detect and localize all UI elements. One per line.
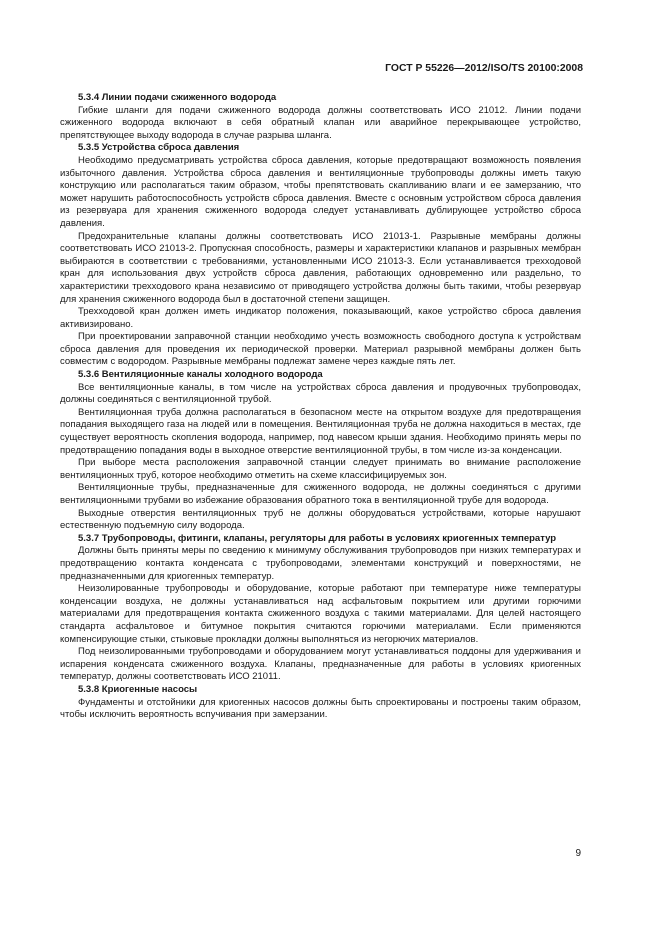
paragraph: При выборе места расположения заправочной станции следует принимать во внимание расположение вентиляционных труб, которое необходимо отметить на схеме классифицируемых зон. bbox=[60, 457, 581, 481]
paragraph: Под неизолированными трубопроводами и оборудованием могут устанавливаться поддоны для удерживания и испарения конденсата сжиженного воздуха. Клапаны, предназначенные для работы в условиях криогенных температур, должны соответствовать ИСО 21011. bbox=[60, 646, 581, 683]
section-5-3-6 bbox=[60, 369, 581, 533]
paragraph: Предохранительные клапаны должны соответствовать ИСО 21013-1. Разрывные мембраны должны соответствовать ИСО 21013-2. Пропускная способность, размеры и характеристики клапанов и разрывных мембран выбираются в соответствии с требованиями, установленными ИСО 21013-3. Если устанавливается трехходовой кран для использования двух устройств сброса давления, работающих одновременно или раздельно, то характеристики трехходового крана независимо от приводящего устройства должны быть такими, чтобы резервуар для хранения сжиженного водорода был в достаточной степени защищен. bbox=[60, 230, 581, 305]
paragraph: Должны быть приняты меры по сведению к минимуму обслуживания трубопроводов при низких температурах и предотвращению контакта конденсата с трубопроводами, элементами конструкций и поверхностями, не предназначенными для криогенных температур. bbox=[60, 545, 581, 582]
section-heading: 5.3.4 Линии подачи сжиженного водорода bbox=[78, 92, 277, 103]
section-heading: 5.3.5 Устройства сброса давления bbox=[78, 142, 240, 154]
section-5-3-4 bbox=[60, 92, 581, 142]
paragraph: Фундаменты и отстойники для криогенных насосов должны быть спроектированы и построены таким образом, чтобы исключить вероятность вспучивания при замерзании. bbox=[60, 696, 581, 721]
section-5-3-7 bbox=[60, 533, 581, 684]
section-5-3-5 bbox=[60, 142, 581, 369]
document-body bbox=[60, 92, 581, 722]
paragraph: Трехходовой кран должен иметь индикатор положения, показывающий, какое устройство сброса давления активизировано. bbox=[60, 306, 581, 330]
section-5-3-8 bbox=[60, 684, 581, 722]
section-heading: 5.3.6 Вентиляционные каналы холодного водорода bbox=[78, 369, 323, 381]
page-number: 9 bbox=[575, 848, 581, 859]
paragraph: Все вентиляционные каналы, в том числе на устройствах сброса давления и продувочных трубопроводах, должны соединяться с вентиляционной трубой. bbox=[60, 381, 581, 406]
paragraph: Выходные отверстия вентиляционных труб не должны оборудоваться устройствами, которые нарушают естественную подъемную силу водорода. bbox=[60, 507, 581, 532]
section-heading: 5.3.8 Криогенные насосы bbox=[78, 683, 198, 695]
document-header: ГОСТ Р 55226—2012/ISO/TS 20100:2008 bbox=[385, 63, 583, 74]
paragraph: Гибкие шланги для подачи сжиженного водорода должны соответствовать ИСО 21012. Линии подачи сжиженного водорода включают в себя обратный клапан или аварийное перекрывающее устройство, препятствующее выходу водорода в случае разрыва шланга. bbox=[60, 104, 581, 141]
section-heading: 5.3.7 Трубопроводы, фитинги, клапаны, регуляторы для работы в условиях криогенных температур bbox=[78, 532, 557, 544]
paragraph: Необходимо предусматривать устройства сброса давления, которые предотвращают возможность появления избыточного давления. Устройства сброса давления и вентиляционные трубопроводы должны иметь такую конструкцию или располагаться таким образом, чтобы препятствовать скапливанию влаги и ее замерзанию, что может нарушить работоспособность устройств сброса давления. Вместе с основным устройством сброса давления из резервуара для хранения сжиженного водорода следует устанавливать дублирующее устройство сброса давления. bbox=[60, 154, 581, 229]
paragraph: Вентиляционная труба должна располагаться в безопасном месте на открытом воздухе для предотвращения попадания выходящего газа на людей или в помещения. Вентиляционная труба не должна находиться в местах, где существует вероятность скопления водорода, например, под навесом крыши здания. Необходимо принять меры по предотвращению попадания воды в выходное отверстие вентиляционной трубы, в том числе из-за конденсации. bbox=[60, 406, 581, 456]
paragraph: При проектировании заправочной станции необходимо учесть возможность свободного доступа к устройствам сброса давления для проведения их периодической проверки. Материал разрывной мембраны должен быть совместим с водородом. Разрывные мембраны подлежат замене через каждые пять лет. bbox=[60, 331, 581, 368]
paragraph: Неизолированные трубопроводы и оборудование, которые работают при температуре ниже температуры конденсации воздуха, не должны устанавливаться над асфальтовым покрытием или другими горючими материалами для предотвращения контакта сжиженного воздуха с такими материалами. Для целей настоящего стандарта асфальтовое и битумное покрытия считаются горючими материалами. Если применяются компенсирующие стыки, стыковые прокладки должны выполняться из негорючих материалов. bbox=[60, 583, 581, 645]
paragraph: Вентиляционные трубы, предназначенные для сжиженного водорода, не должны соединяться с другими вентиляционными трубами во избежание образования обратного тока в вентиляционной трубе для водорода. bbox=[60, 482, 581, 506]
